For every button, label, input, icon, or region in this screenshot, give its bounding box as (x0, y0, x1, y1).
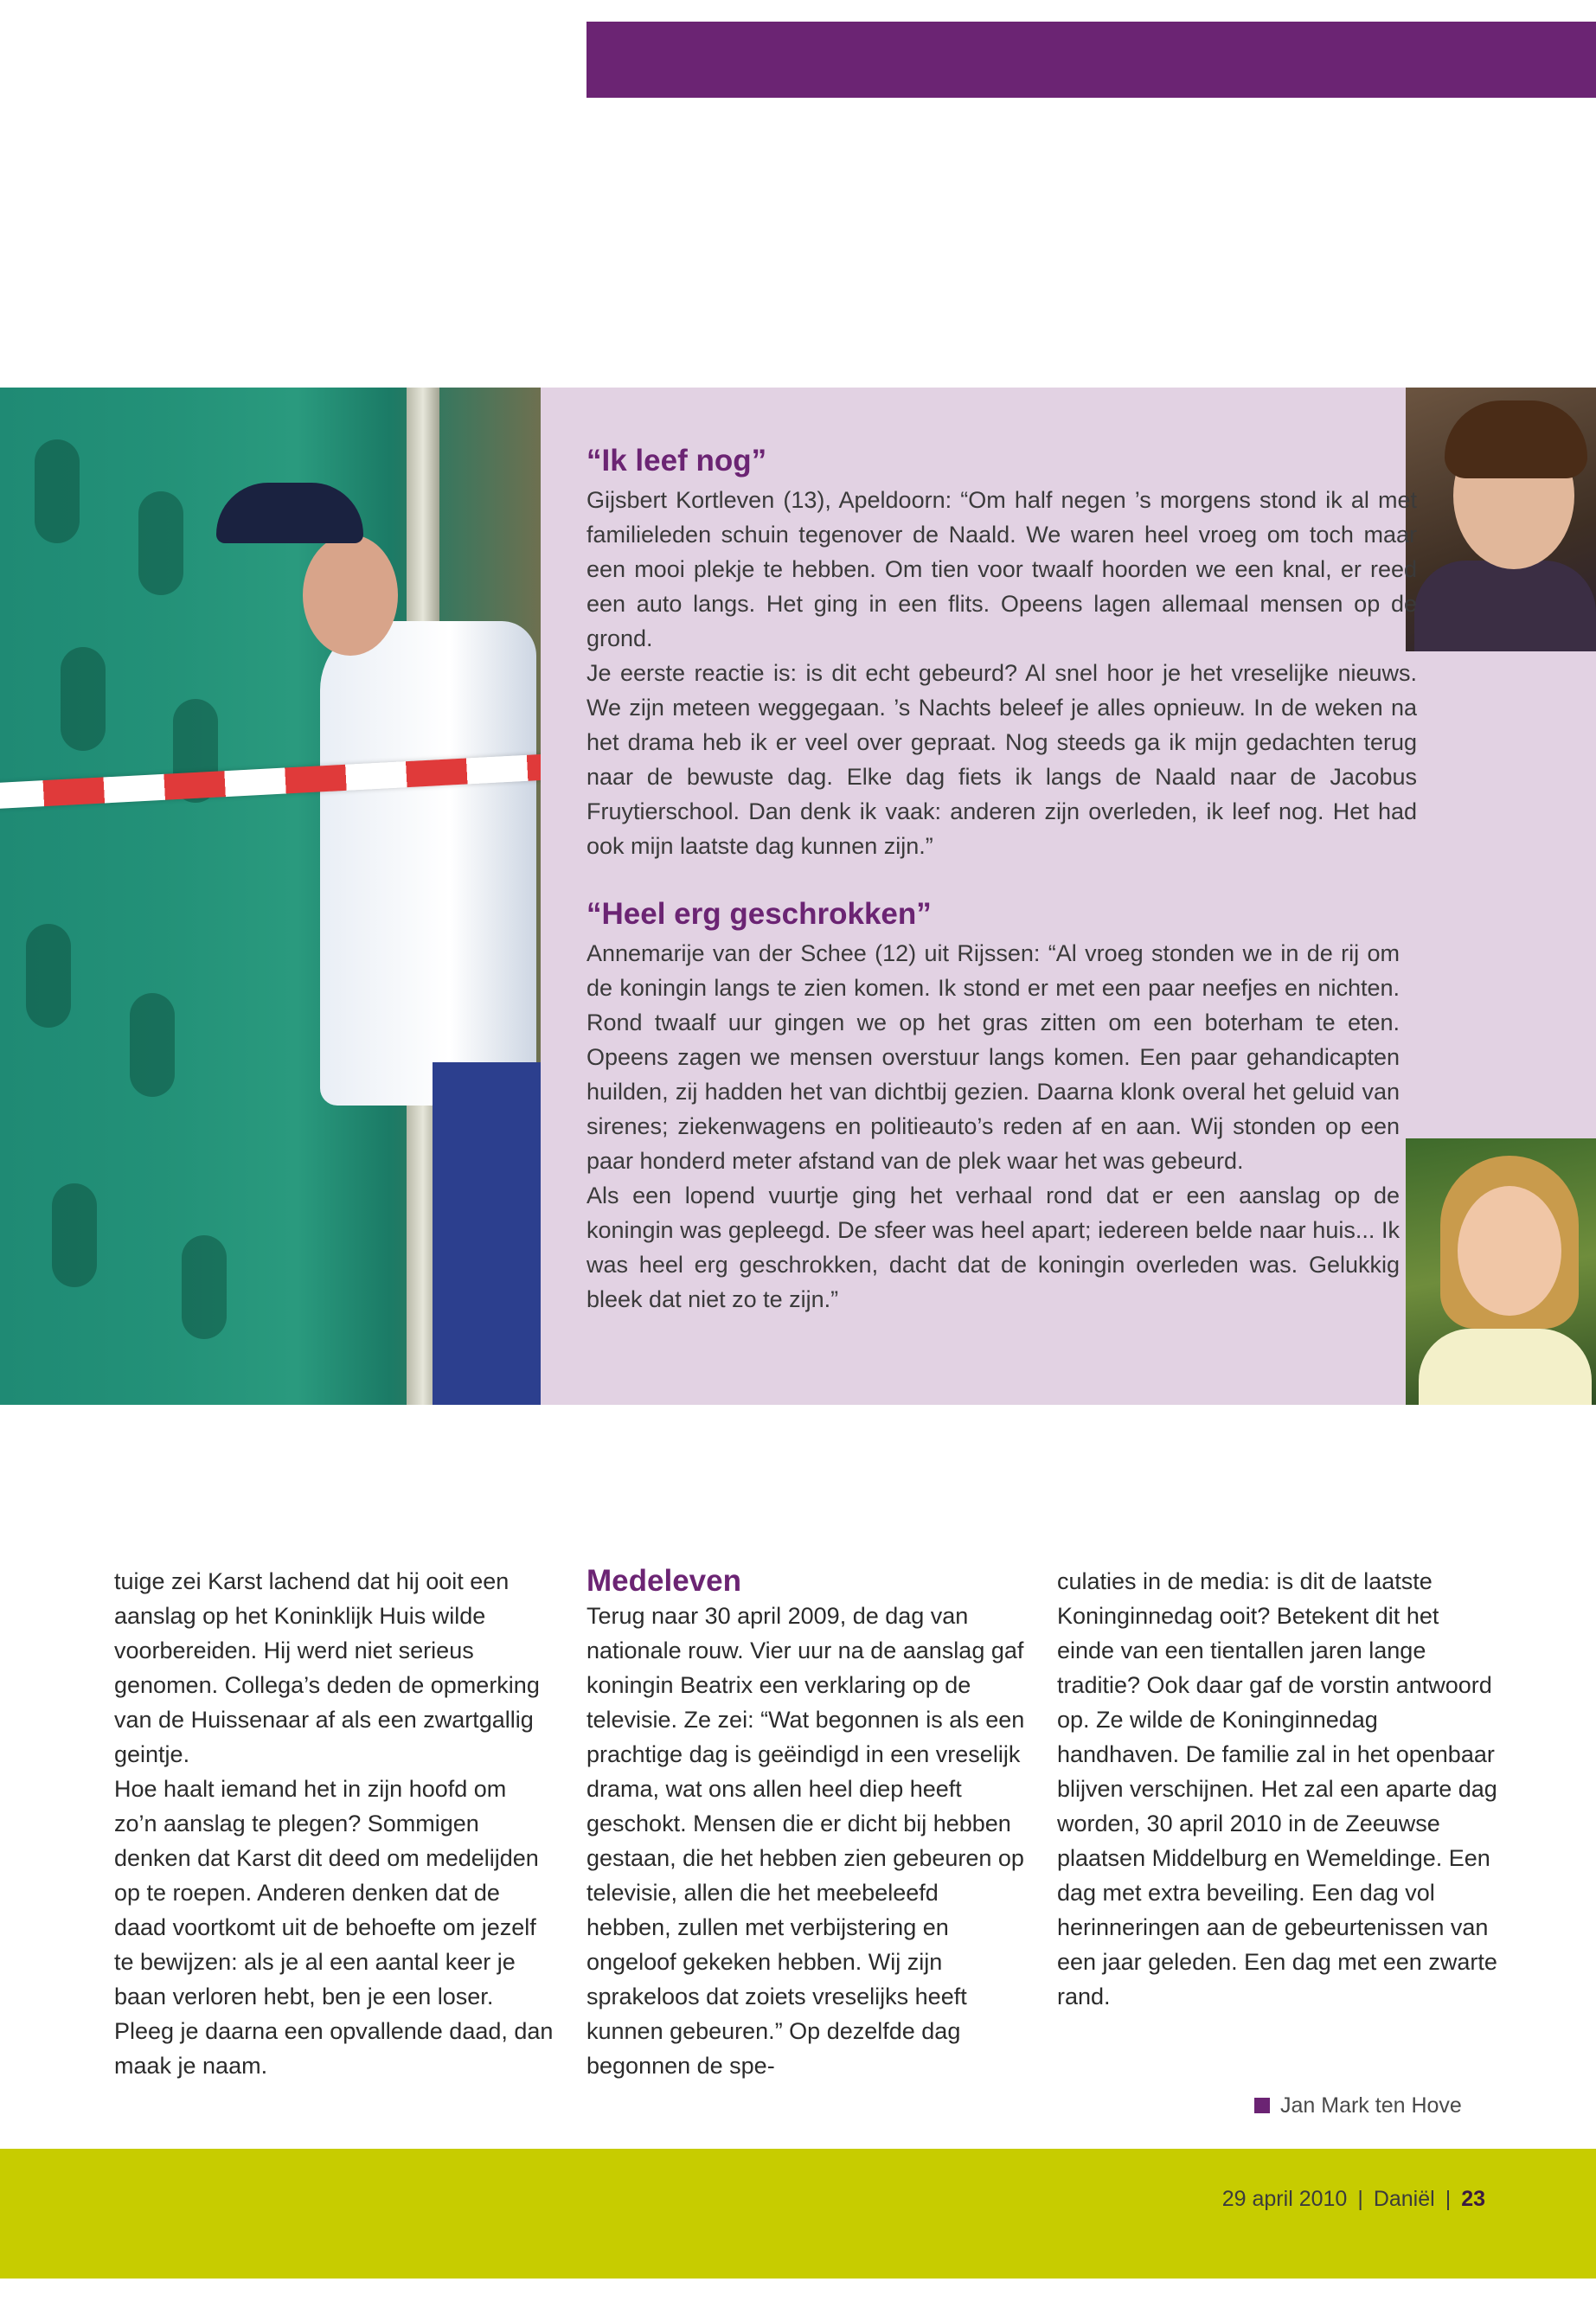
quote-text: Annemarije van der Schee (12) uit Rijssen: “Al vroeg stonden we in de rij om de koningin langs te zien komen. Ik stond er met een paar neefjes en nichten. Rond twaalf uur gingen we op het gras zitten om een boterham te eten. Opeens zagen we mensen overstuur langs komen. Een paar gehandicapten huilden, zij hadden het van dichtbij gezien. Daarna klonk overal het geluid van sirenes; ziekenwagens en politieauto’s reden af en aan. Wij stonden op een paar honderd meter afstand van de plek waar het was gebeurd. Als een lopend vuurtje ging het verhaal rond dat er een aanslag op de koningin was gepleegd. De sfeer was heel apart; iedereen belde naar huis... Ik was heel erg geschrokken, dacht dat de koningin overleden was. Gelukkig bleek dat niet zo te zijn.” (586, 940, 1400, 1312)
quote-text: Gijsbert Kortleven (13), Apeldoorn: “Om half negen ’s morgens stond ik al met familieleden schuin tegenover de Naald. We waren heel vroeg om toch maar een mooi plekje te hebben. Om tien voor twaalf hoorden we een knal, er reed een auto langs. Het ging in een flits. Opeens lagen allemaal mensen op de grond. Je eerste reactie is: is dit echt gebeurd? Al snel hoor je het vreselijke nieuws. We zijn meteen weggegaan. ’s Nachts beleef je alles opnieuw. In de weken na het drama heb ik er veel over gepraat. Nog steeds ga ik mijn gedachten terug naar de bewuste dag. Elke dag fiets ik langs de Naald naar de Jacobus Fruytierschool. Dan denk ik vaak: anderen zijn overleden, ik leef nog. Het had ook mijn laatste dag kunnen zijn.” (586, 487, 1417, 859)
quote-title: “Heel erg geschrokken” (586, 897, 932, 931)
article-text: Terug naar 30 april 2009, de dag van nationale rouw. Vier uur na de aanslag gaf koningin Beatrix een verklaring op de televisie. Ze zei: “Wat begonnen is als een prachtige dag is geëindigd in een vreselijk drama, wat ons allen heel diep heeft geschokt. Mensen die er dicht bij hebben gestaan, die het hebben zien gebeuren op televisie, allen die het meebeleefd hebben, zullen met verbijstering en ongeloof gekeken hebben. Wij zijn sprakeloos dat zoiets vreselijks heeft kunnen gebeuren.” Op dezelfde dag begonnen de spe- (586, 1603, 1025, 2079)
article-column-3 (1057, 1564, 1498, 2014)
article-column-1 (114, 1564, 555, 2083)
quote-title: “Ik leef nog” (586, 444, 767, 478)
quote-block-annemarije (586, 896, 1486, 1317)
quote-block-gijsbert (586, 443, 1486, 863)
author-byline (1254, 2088, 1462, 2123)
section-heading: Medeleven (586, 1564, 741, 1598)
author-name: Jan Mark ten Hove (1280, 2093, 1462, 2118)
issue-date: 29 april 2010 (1221, 2187, 1348, 2211)
page-footer (0, 2149, 1596, 2279)
article-column-2 (586, 1564, 1028, 2083)
article-text: culaties in de media: is dit de laatste Koninginnedag ooit? Betekent dit het einde van een tientallen jaren lange traditie? Ook daar gaf de vorstin antwoord op. Ze wilde de Koninginnedag handhaven. De familie zal in het openbaar blijven verschijnen. Het zal een aparte dag worden, 30 april 2010 in de Zeeuwse plaatsen Middelburg en Wemeldinge. Een dag met extra beveiling. Een dag vol herinneringen aan de gebeurtenissen van een jaar geleden. Een dag met een zwarte rand. (1057, 1568, 1497, 2009)
police-officer-photo (0, 388, 541, 1405)
article-text: tuige zei Karst lachend dat hij ooit een aanslag op het Koninklijk Huis wilde voorbereiden. Hij werd niet serieus genomen. Collega’s deden de opmerking van de Huissenaar af als een zwartgallig geintje. Hoe haalt iemand het in zijn hoofd om zo’n aanslag te plegen? Sommigen denken dat Karst dit deed om medelijden op te roepen. Anderen denken dat de daad voortkomt uit de behoefte om jezelf te bewijzen: als je al een aantal keer je baan verloren hebt, ben je een loser. Pleeg je daarna een opvallende daad, dan maak je naam. (114, 1568, 554, 2079)
square-bullet-icon (1254, 2098, 1270, 2113)
header-color-bar (586, 22, 1596, 98)
separator: | (1357, 2187, 1363, 2211)
separator: | (1445, 2187, 1452, 2211)
page-number: 23 (1461, 2187, 1485, 2211)
footer-info (1222, 2187, 1485, 2212)
magazine-name: Daniël (1373, 2187, 1435, 2211)
